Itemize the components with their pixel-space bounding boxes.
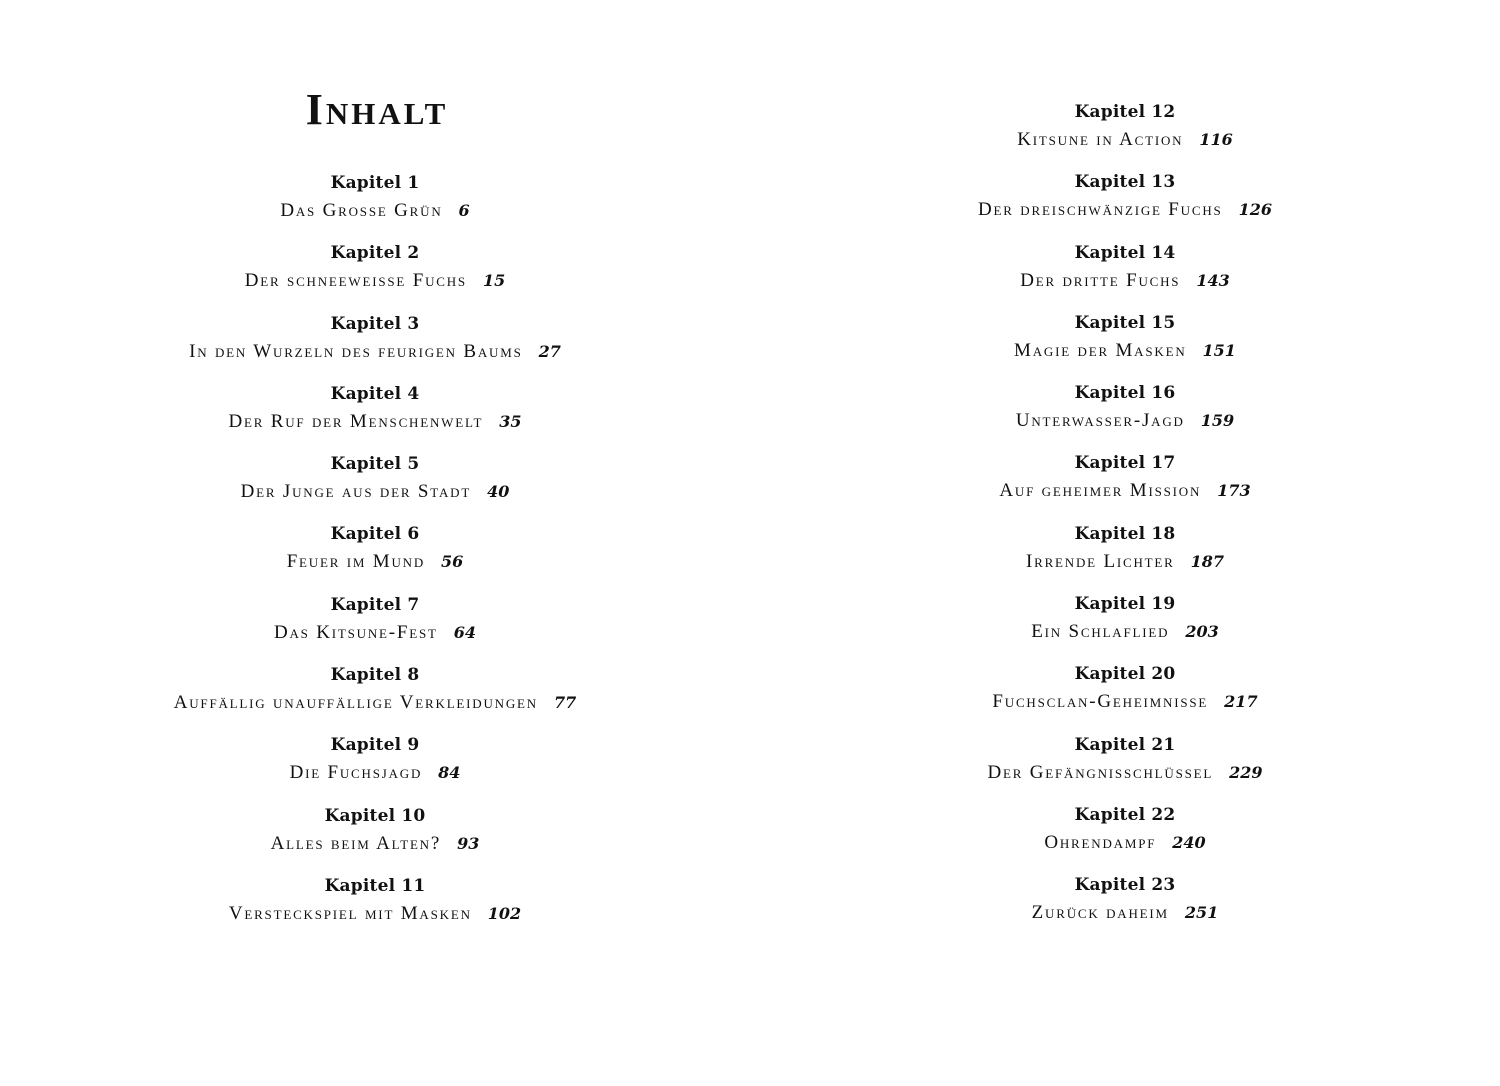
chapter-title: Der dritte Fuchs	[1020, 269, 1181, 291]
toc-list-left	[0, 169, 750, 942]
toc-entry	[750, 239, 1500, 309]
page-number: 35	[499, 411, 522, 431]
toc-entry	[750, 731, 1500, 801]
page-number: 64	[453, 622, 477, 642]
page-number: 102	[487, 903, 522, 923]
toc-entry	[750, 449, 1500, 519]
chapter-title: Magie der Masken	[1014, 339, 1187, 361]
chapter-number: Kapitel 7	[330, 594, 420, 615]
page-number: 40	[487, 482, 510, 502]
page-number: 187	[1190, 551, 1225, 571]
chapter-number: Kapitel 9	[330, 735, 420, 756]
chapter-number: Kapitel 21	[1074, 734, 1176, 755]
chapter-number: Kapitel 5	[330, 454, 420, 475]
toc-entry	[0, 591, 750, 661]
page-number: 251	[1184, 903, 1219, 923]
chapter-title: Unterwasser-Jagd	[1015, 410, 1185, 432]
chapter-number: Kapitel 2	[330, 243, 420, 264]
page-number: 173	[1217, 481, 1251, 501]
chapter-title: Die Fuchsjagd	[289, 762, 423, 784]
toc-entry	[0, 731, 750, 801]
chapter-number: Kapitel 8	[330, 665, 420, 686]
toc-entry	[750, 801, 1500, 871]
chapter-number: Kapitel 15	[1074, 312, 1176, 333]
toc-entry	[0, 239, 750, 309]
chapter-number: Kapitel 12	[1074, 102, 1176, 122]
page-number: 116	[1199, 130, 1233, 149]
toc-entry	[0, 661, 750, 731]
chapter-number: Kapitel 22	[1074, 804, 1176, 825]
page-number: 27	[538, 341, 561, 361]
page-number: 240	[1172, 832, 1206, 852]
chapter-number: Kapitel 20	[1074, 664, 1176, 685]
chapter-number: Kapitel 18	[1074, 523, 1176, 544]
chapter-title: Versteckspiel mit Masken	[228, 902, 472, 924]
toc-entry	[0, 802, 750, 872]
chapter-title: Das Grosse Grün	[280, 200, 443, 221]
chapter-title: Feuer im Mund	[286, 551, 426, 573]
chapter-title: Der Junge aus der Stadt	[240, 481, 472, 503]
chapter-number: Kapitel 16	[1074, 383, 1176, 404]
toc-entry	[750, 379, 1500, 449]
toc-list-right	[750, 98, 1500, 942]
chapter-title: Irrende Lichter	[1025, 550, 1175, 572]
chapter-title: Der Ruf der Menschenwelt	[228, 410, 484, 432]
chapter-number: Kapitel 23	[1074, 875, 1176, 896]
chapter-title: Auf geheimer Mission	[999, 480, 1202, 502]
toc-entry	[0, 169, 750, 239]
chapter-title: Alles beim Alten?	[270, 832, 442, 854]
toc-entry	[750, 871, 1500, 941]
page-number: 203	[1185, 622, 1219, 642]
toc-entry	[0, 380, 750, 450]
toc-entry	[0, 450, 750, 520]
chapter-title: Der Gefängnisschlüssel	[987, 761, 1214, 783]
chapter-number: Kapitel 13	[1074, 172, 1176, 193]
page-number: 217	[1224, 692, 1258, 712]
page-number: 93	[457, 833, 480, 853]
chapter-title: Der dreischwänzige Fuchs	[978, 199, 1223, 221]
toc-entry	[750, 98, 1500, 168]
toc-entry	[0, 520, 750, 590]
toc-entry	[750, 590, 1500, 660]
toc-entry	[0, 872, 750, 942]
page-number: 151	[1202, 340, 1236, 360]
page-number: 159	[1200, 411, 1235, 431]
chapter-number: Kapitel 3	[330, 313, 420, 334]
chapter-title: Ein Schlaflied	[1031, 621, 1170, 643]
right-page	[750, 0, 1500, 1086]
toc-entry	[750, 168, 1500, 238]
page-number: 56	[441, 552, 464, 572]
toc-entry	[750, 309, 1500, 379]
page-number: 77	[554, 693, 577, 713]
chapter-title: Der schneeweisse Fuchs	[244, 270, 467, 292]
page-number: 84	[438, 763, 461, 783]
chapter-title: Ohrendampf	[1044, 831, 1157, 853]
chapter-number: Kapitel 6	[330, 524, 420, 545]
page-title: Inhalt	[305, 85, 449, 134]
chapter-title: Auffällig unauffällige Verkleidungen	[173, 692, 538, 714]
page-number: 126	[1238, 200, 1272, 220]
chapter-title: Zurück daheim	[1031, 902, 1169, 924]
chapter-number: Kapitel 17	[1074, 453, 1176, 474]
chapter-number: Kapitel 19	[1074, 594, 1176, 615]
chapter-title: In den Wurzeln des feurigen Baums	[189, 340, 523, 362]
page-number: 6	[458, 201, 470, 220]
chapter-number: Kapitel 4	[330, 383, 420, 404]
page-number: 229	[1229, 762, 1263, 782]
chapter-number: Kapitel 11	[324, 875, 426, 896]
chapter-number: Kapitel 10	[324, 805, 426, 826]
chapter-title: Kitsune in Action	[1017, 129, 1184, 150]
chapter-title: Fuchsclan-Geheimnisse	[992, 691, 1209, 713]
page-number: 143	[1196, 270, 1230, 290]
toc-entry	[750, 660, 1500, 730]
chapter-number: Kapitel 1	[330, 173, 420, 193]
page-number: 15	[482, 271, 506, 291]
chapter-number: Kapitel 14	[1074, 242, 1176, 263]
toc-entry	[750, 520, 1500, 590]
chapter-title: Das Kitsune-Fest	[273, 621, 438, 643]
toc-entry	[0, 310, 750, 380]
